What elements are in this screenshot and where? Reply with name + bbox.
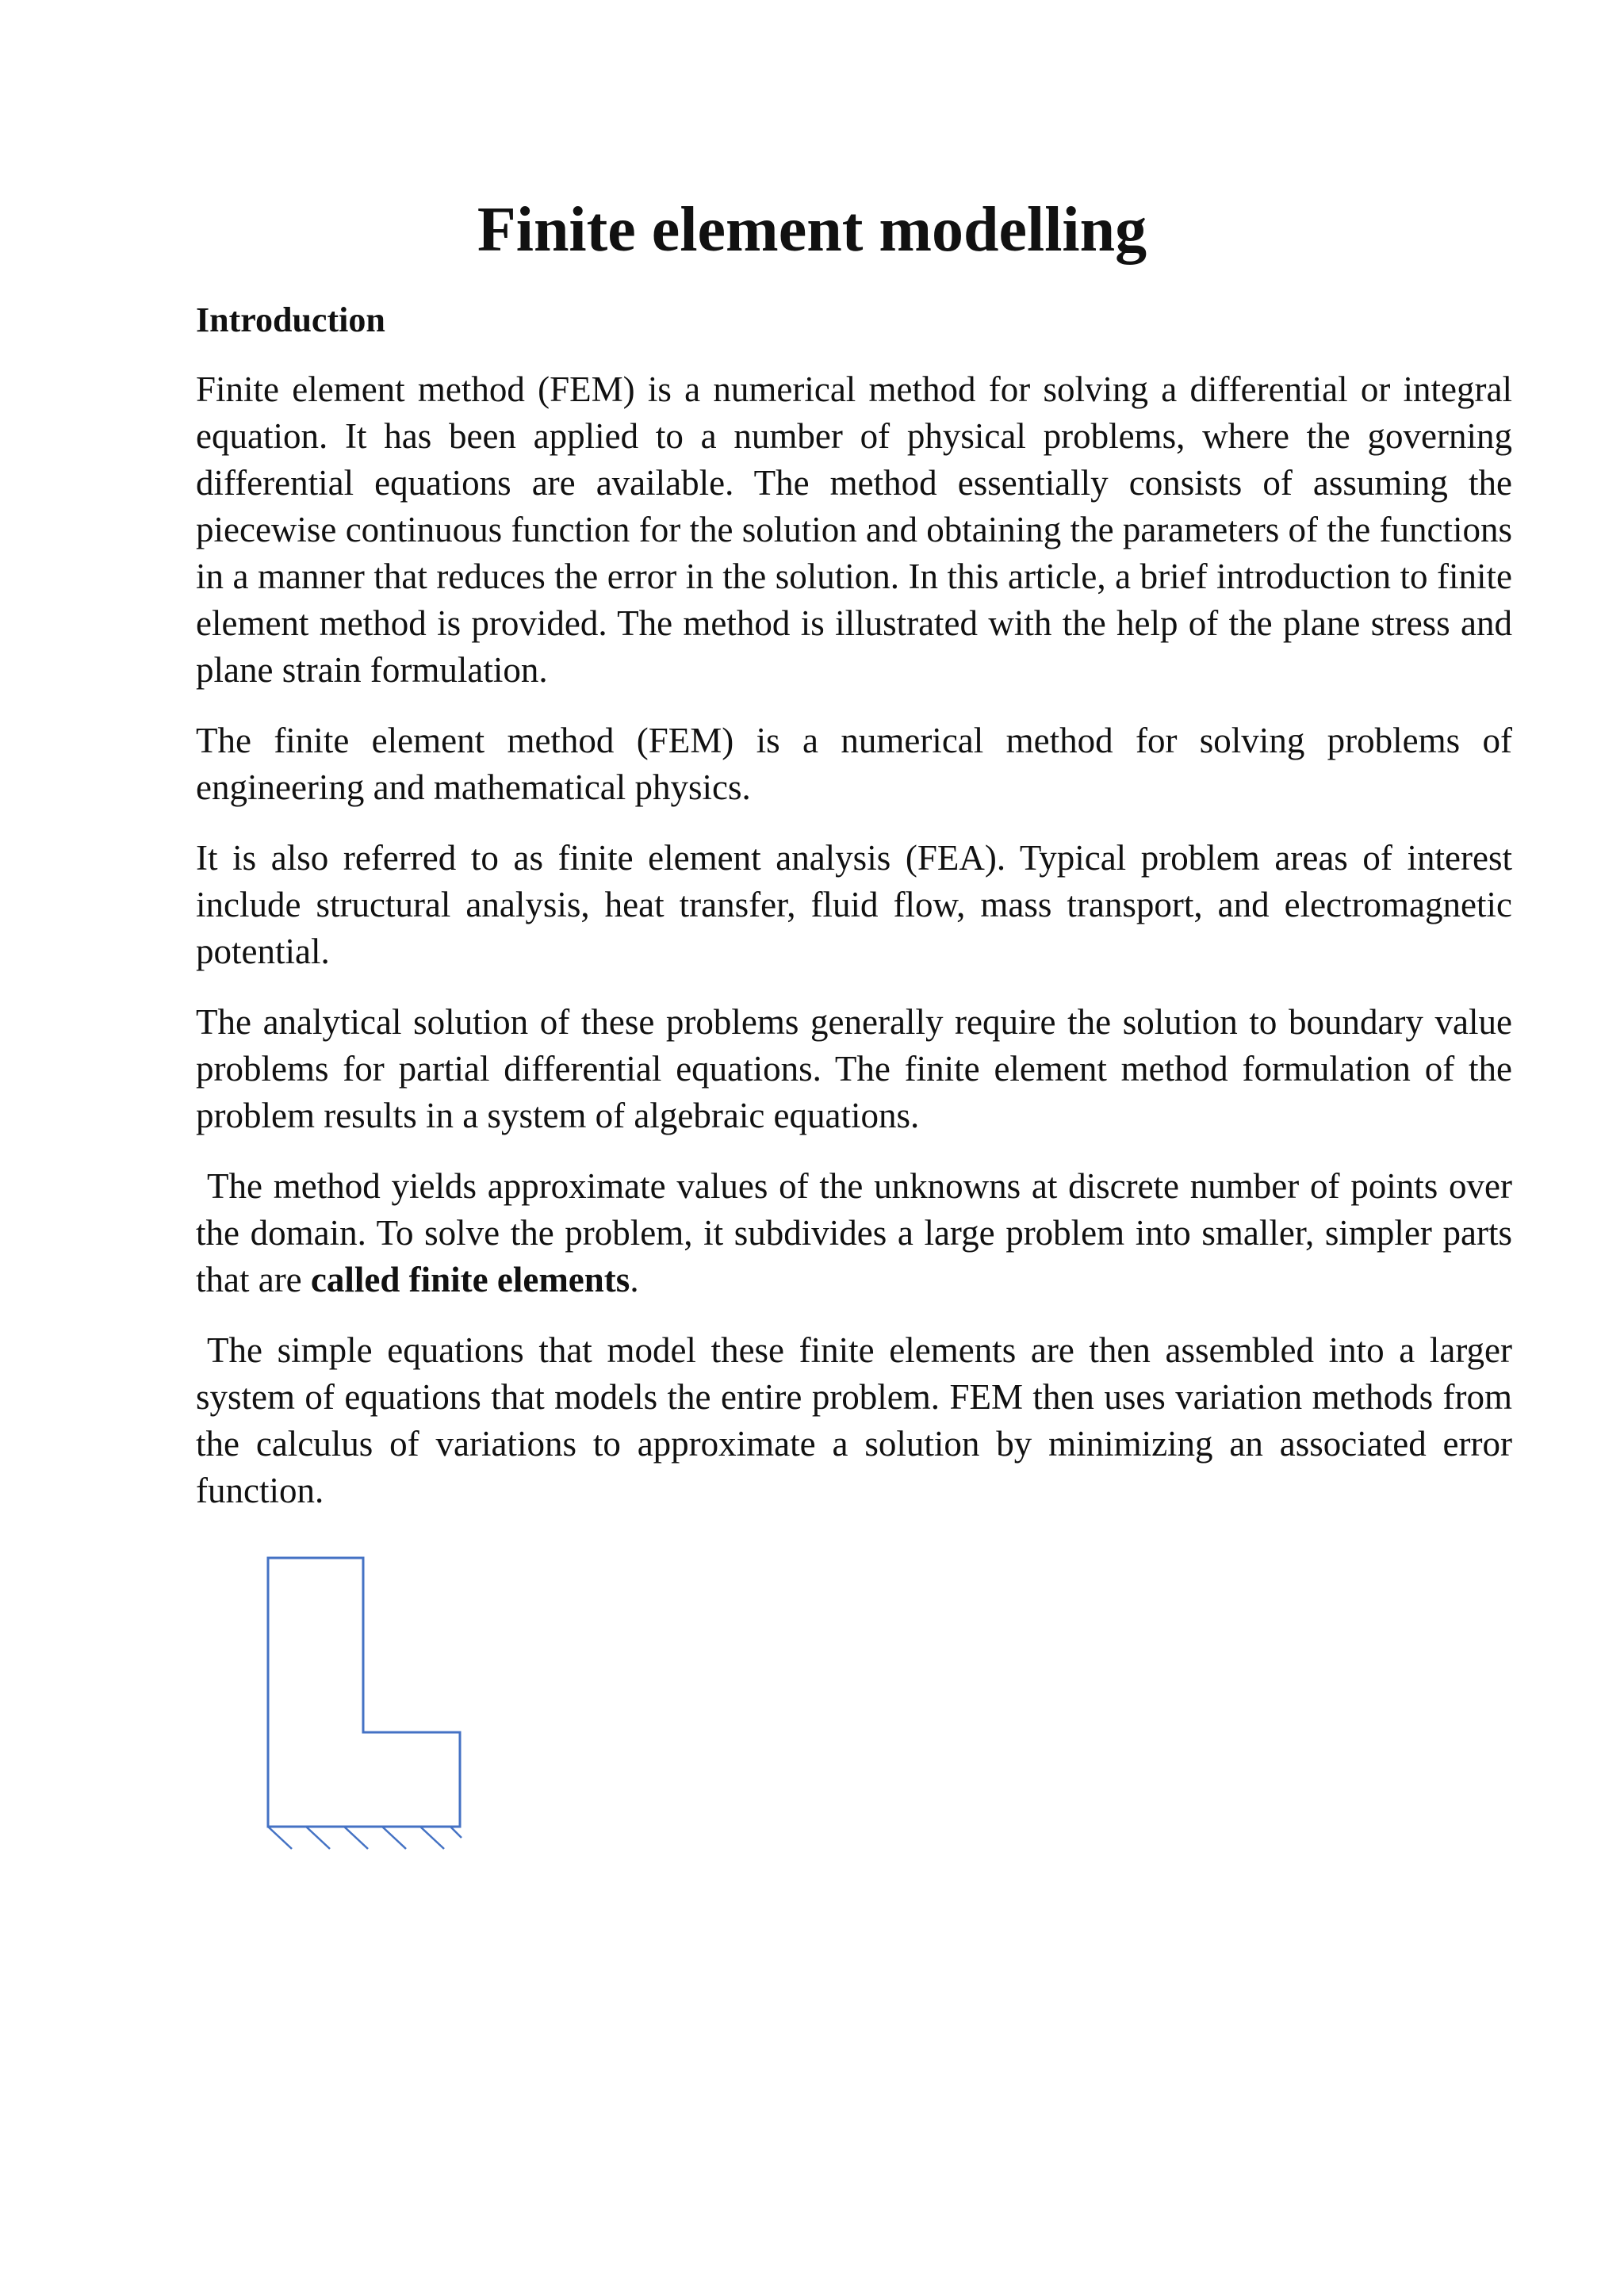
section-heading-introduction: Introduction [196,300,385,339]
fixed-support-hatching [268,1827,462,1849]
paragraph-5-text: The method yields approximate values of the unknowns at discrete number of points over the domain. To solve the problem, it subdivides a large problem into smaller, simpler parts that are [196,1166,1512,1299]
paragraph-6: The simple equations that model these finite elements are then assembled into a larger system of equations that models the entire problem. FEM then uses variation methods from the calculus of variations to approximate a solution by minimizing an associated error function. [196,1330,1512,1510]
paragraph-5 [196,1163,1512,1303]
paragraph-1: Finite element method (FEM) is a numerical method for solving a differential or integral equation. It has been applied to a number of physical problems, where the governing differential equations are available. The method essentially consists of assuming the piecewise continuous function for the solution and obtaining the parameters of the functions in a manner that reduces the error in the solution. In this article, a brief introduction to finite element method is provided. The method is illustrated with the help of the plane stress and plane strain formulation. [196,369,1512,690]
paragraph-4: The analytical solution of these problems generally require the solution to boundary value problems for partial differential equations. The finite element method formulation of the problem results in a system of algebraic equations. [196,1002,1512,1135]
paragraph-2: The finite element method (FEM) is a numerical method for solving problems of engineering and mathematical physics. [196,721,1512,807]
l-shape-outline [268,1558,460,1827]
page-title: Finite element modelling [477,195,1147,265]
paragraph-5-end: . [630,1260,639,1299]
body-text [196,366,1512,1538]
paragraph-3: It is also referred to as finite element analysis (FEA). Typical problem areas of interest include structural analysis, heat transfer, fluid flow, mass transport, and electromagnetic potential. [196,838,1512,971]
paragraph-5-bold-term: called finite elements [310,1260,630,1299]
l-shaped-domain-figure [254,1538,476,1855]
